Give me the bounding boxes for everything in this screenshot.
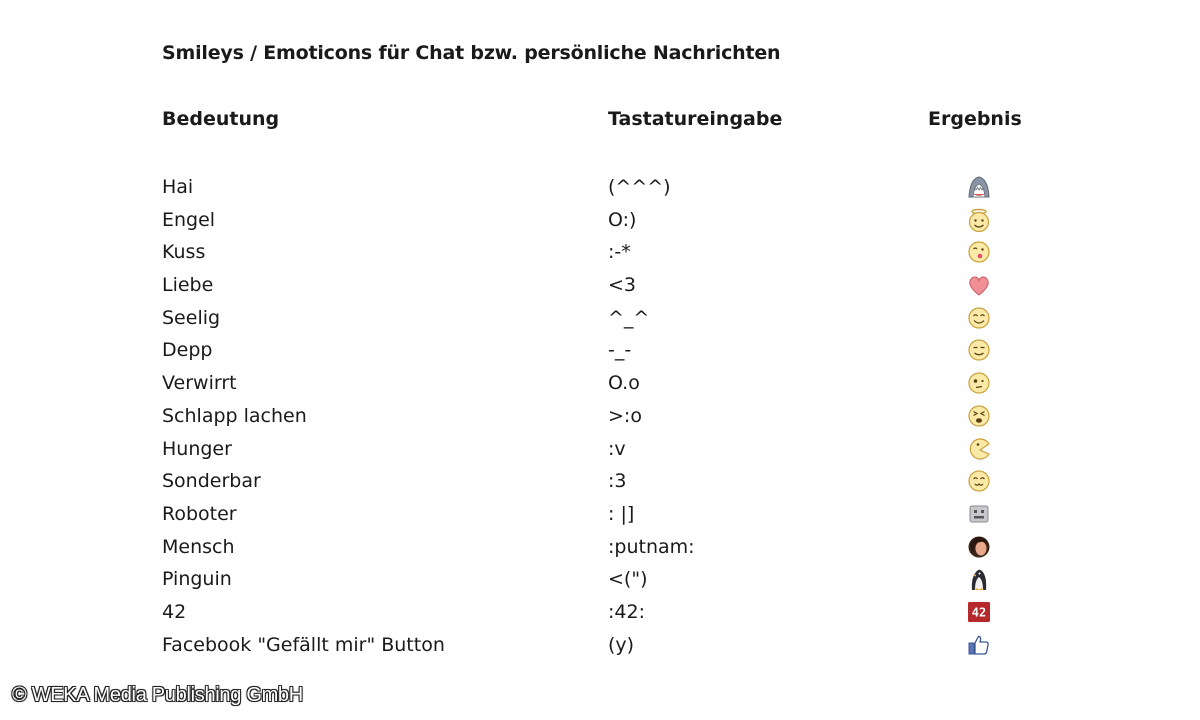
meaning-cell: Depp xyxy=(162,339,213,362)
column-header-meaning: Bedeutung xyxy=(162,108,280,130)
meaning-cell: Facebook "Gefällt mir" Button xyxy=(162,633,445,656)
table-row xyxy=(0,629,1200,662)
input-cell: (^^^) xyxy=(608,176,671,198)
column-header-input: Tastatureingabe xyxy=(608,108,783,130)
shark-icon xyxy=(964,171,994,203)
laughing-icon xyxy=(964,400,994,432)
penguin-icon xyxy=(964,563,994,595)
meaning-cell: Mensch xyxy=(162,535,235,558)
emoticon-table xyxy=(0,171,1200,661)
table-row xyxy=(0,269,1200,302)
input-cell: : |] xyxy=(608,502,635,525)
table-row xyxy=(0,465,1200,498)
meaning-cell: Hunger xyxy=(162,437,232,460)
input-cell: <(") xyxy=(608,568,648,591)
input-cell: :v xyxy=(608,437,626,460)
robot-icon xyxy=(964,498,994,530)
table-row xyxy=(0,204,1200,237)
confused-icon xyxy=(964,367,994,399)
table-row xyxy=(0,171,1200,204)
table-row xyxy=(0,236,1200,269)
input-cell: :-* xyxy=(608,241,631,264)
meaning-cell: Schlapp lachen xyxy=(162,404,307,427)
input-cell: :putnam: xyxy=(608,535,695,558)
curly-lips-icon xyxy=(964,465,994,497)
happy-icon xyxy=(964,302,994,334)
meaning-cell: Seelig xyxy=(162,306,221,329)
table-row xyxy=(0,400,1200,433)
person-photo-icon xyxy=(964,531,994,563)
meaning-cell: Sonderbar xyxy=(162,470,261,493)
meaning-cell: Hai xyxy=(162,176,194,198)
table-row xyxy=(0,563,1200,596)
meaning-cell: Engel xyxy=(162,208,216,231)
badge-42-label: 42 xyxy=(971,605,987,620)
heart-icon xyxy=(964,269,994,301)
meaning-cell: Verwirrt xyxy=(162,372,237,395)
copyright-watermark: © WEKA Media Publishing GmbH xyxy=(12,684,303,706)
table-row xyxy=(0,596,1200,629)
input-cell: (y) xyxy=(608,633,635,656)
input-cell: >:o xyxy=(608,404,642,427)
input-cell: O:) xyxy=(608,208,637,231)
kiss-icon xyxy=(964,236,994,268)
input-cell: -_- xyxy=(608,339,632,362)
meaning-cell: 42 xyxy=(162,600,187,623)
thumbs-up-icon xyxy=(964,629,994,661)
meaning-cell: Pinguin xyxy=(162,568,232,591)
meaning-cell: Roboter xyxy=(162,502,237,525)
squint-icon xyxy=(964,334,994,366)
input-cell: :42: xyxy=(608,600,645,623)
input-cell: O.o xyxy=(608,372,640,395)
input-cell: :3 xyxy=(608,470,627,493)
table-row xyxy=(0,433,1200,466)
input-cell: <3 xyxy=(608,274,637,297)
pacman-icon xyxy=(964,433,994,465)
angel-icon xyxy=(964,204,994,236)
input-cell: ^_^ xyxy=(608,306,650,329)
number-42-icon xyxy=(964,596,994,628)
table-row xyxy=(0,334,1200,367)
table-row xyxy=(0,367,1200,400)
column-header-result: Ergebnis xyxy=(928,108,1022,130)
meaning-cell: Liebe xyxy=(162,274,214,297)
table-row xyxy=(0,302,1200,335)
meaning-cell: Kuss xyxy=(162,241,206,264)
page-title: Smileys / Emoticons für Chat bzw. persönliche Nachrichten xyxy=(162,42,781,64)
table-row xyxy=(0,498,1200,531)
table-row xyxy=(0,531,1200,564)
